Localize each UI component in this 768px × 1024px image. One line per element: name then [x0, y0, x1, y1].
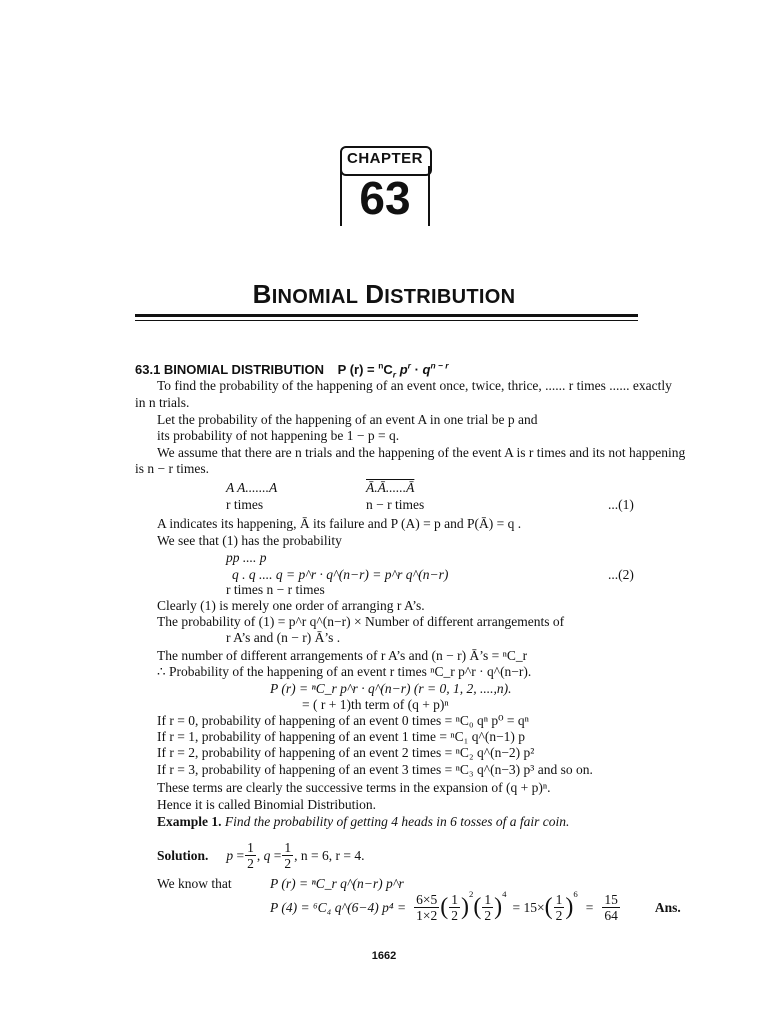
- general-formula: P (r) = ⁿC_r q^(n−r) p^r: [270, 876, 404, 891]
- case-r2: If r = 2, probability of happening of an event 2 times = ⁿC₂ q^(n−2) p²: [157, 745, 535, 760]
- section-heading: [135, 360, 449, 380]
- half-frac-b: $\frac{1}{2}$: [484, 892, 492, 923]
- para-11: P (r) = ⁿC_r p^r · q^(n−r) (r = 0, 1, 2, ....,n).: [270, 681, 512, 696]
- eq1-tag: ...(1): [608, 497, 634, 512]
- given-values: , n = 6, r = 4.: [294, 847, 365, 863]
- chapter-title: BINOMIAL DISTRIBUTION: [252, 279, 516, 309]
- answer-fraction: $\frac{15}{64}$: [604, 892, 618, 923]
- solution-label: Solution.: [157, 847, 209, 863]
- example-label: Example 1.: [157, 814, 222, 829]
- ans-label: Ans.: [654, 899, 681, 915]
- section-formula: P $(r) = ^nC_r$ $p^r \cdot q^{n - r}$: [337, 360, 449, 380]
- eq2-line-b: q . q .... q = p^r · q^(n−r) = p^r q^(n−r): [232, 567, 449, 582]
- para-10: ∴ Probability of the happening of an event r times ⁿC_r p^r · q^(n−r).: [157, 664, 532, 679]
- chapter-number: 63: [359, 172, 411, 224]
- half-frac-a: $\frac{1}{2}$: [451, 892, 458, 923]
- eq1-left-sub: r times: [226, 497, 264, 512]
- solution-line: Solution. p = $\frac{1}{2}$ , q = $\frac{1}{2}$ , n = 6, r = 4.: [157, 840, 365, 871]
- para-6: We see that (1) has the probability: [157, 533, 342, 548]
- times-fifteen: = 15×: [512, 899, 545, 915]
- para-5: A indicates its happening, Ā its failure and P (A) = p and P(Ā) = q .: [157, 516, 522, 531]
- para-12: = ( r + 1)th term of (q + p)ⁿ: [302, 697, 449, 712]
- para-9: The number of different arrangements of r A’s and (n − r) Ā’s = ⁿC_r: [157, 648, 528, 663]
- half-frac-c: $\frac{1}{2}$: [555, 892, 563, 923]
- para-14: Hence it is called Binomial Distribution.: [157, 797, 376, 812]
- para-1: To find the probability of the happening of an event once, twice, thrice, ...... r times ...... exactly: [157, 378, 672, 393]
- calculation-line: P (4) = ⁶C₄ q^(6−4) p⁴ = $\frac{6\times 5}{1\times 2}$ ( $\frac{1}{2}$ ) 2 ( $\frac{1}{2}$ ) 4 = 15× ( $\frac{1}{2}$ ) 6 = $\frac{15}{64}$ Ans.: [270, 889, 681, 923]
- title-rule-thin: [135, 320, 638, 321]
- para-8: The probability of (1) = p^r q^(n−r) × Number of different arrangements of: [157, 614, 565, 629]
- example-text: Find the probability of getting 4 heads in 6 tosses of a fair coin.: [224, 814, 570, 829]
- eq1-right: Ā.Ā......Ā: [366, 480, 415, 495]
- para-3: its probability of not happening be 1 − p = q.: [157, 428, 400, 443]
- case-r1: If r = 1, probability of happening of an event 1 time = ⁿC₁ q^(n−1) p: [157, 729, 526, 744]
- para-8b: r A’s and (n − r) Ā’s .: [226, 630, 341, 645]
- para-7: Clearly (1) is merely one order of arranging r A’s.: [157, 598, 425, 613]
- para-1b: in n trials.: [135, 395, 190, 410]
- section-heading-text: 63.1 BINOMIAL DISTRIBUTION: [135, 362, 325, 377]
- p-fraction: $\frac{1}{2}$: [247, 840, 254, 871]
- eq2-line-a: pp .... p: [226, 550, 267, 565]
- calc-coefficient: $\frac{6\times 5}{1\times 2}$: [416, 892, 438, 923]
- chapter-badge: [340, 146, 430, 228]
- eq1-left: A A.......A: [226, 480, 278, 495]
- para-13: These terms are clearly the successive terms in the expansion of (q + p)ⁿ.: [157, 780, 551, 795]
- eq2-line-c: r times n − r times: [226, 582, 325, 597]
- page-number: 1662: [371, 950, 397, 962]
- eq1-right-sub: n − r times: [366, 497, 425, 512]
- para-2: Let the probability of the happening of an event A in one trial be p and: [157, 412, 538, 427]
- q-fraction: $\frac{1}{2}$: [284, 840, 292, 871]
- case-r3: If r = 3, probability of happening of an event 3 times = ⁿC₃ q^(n−3) p³ and so on.: [157, 762, 593, 777]
- chapter-label: CHAPTER: [346, 150, 423, 167]
- title-rule-thick: [135, 314, 638, 317]
- we-know-label: We know that: [157, 876, 232, 891]
- para-4b: is n − r times.: [135, 461, 209, 476]
- case-r0: If r = 0, probability of happening of an event 0 times = ⁿC₀ qⁿ p⁰ = qⁿ: [157, 713, 529, 728]
- example-1: [157, 814, 569, 830]
- eq2-tag: ...(2): [608, 567, 634, 582]
- calc-left: P (4) = ⁶C₄ q^(6−4) p⁴ =: [270, 899, 407, 915]
- para-4: We assume that there are n trials and the happening of the event A is r times and its not happening: [157, 445, 686, 460]
